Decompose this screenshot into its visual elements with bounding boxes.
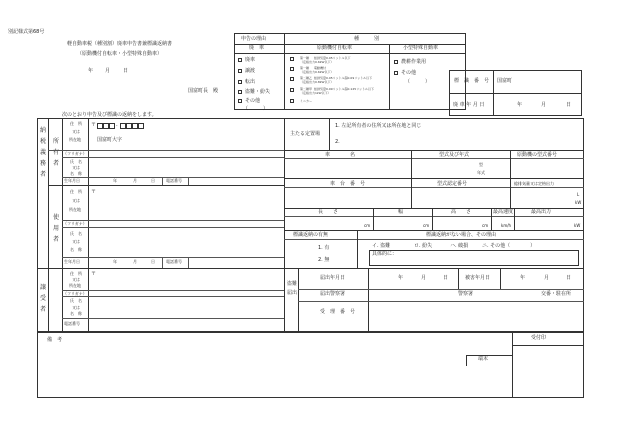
transferee-name-label: 名 称 [70, 311, 82, 316]
vehicle-displacement-label: 総排気量又は定格出力 [514, 181, 554, 186]
owner-birth-label: 生年月日 [64, 178, 80, 183]
reason-label: 譲渡 [245, 68, 256, 74]
vehicle-year-unit: 年式 [477, 170, 485, 175]
main-yard-opt2[interactable]: 2. [335, 139, 340, 145]
unit-kw: kW [574, 223, 581, 228]
theft-police-value: 警察署 [458, 291, 474, 297]
vehicle-model-unit: 型 [479, 162, 483, 167]
theft-report-day: 日 [443, 275, 449, 281]
theft-police-label: 届出警察署 [320, 291, 346, 297]
transferee-name-label: 氏 名 [70, 298, 82, 303]
reason-checkbox-joto[interactable] [238, 69, 242, 73]
kind-header: 種 別 [354, 36, 380, 42]
remarks-label: 備 考 [47, 337, 63, 343]
gentsuki-item-note: （定格出力1kW以下） [300, 91, 331, 95]
form-title-line1: 軽自動車税（種別割）廃車申告書兼標識返納書 [67, 41, 173, 47]
user-phone-label: 電話番号 [166, 259, 182, 264]
user-name-label: 又は [72, 239, 80, 244]
date-day: 日 [123, 68, 129, 74]
date-year: 年 [88, 68, 94, 74]
remarks-block[interactable] [37, 332, 584, 398]
reason-checkbox-tenshutsu[interactable] [238, 80, 242, 84]
vehicle-length-label: 長 さ [318, 209, 339, 215]
user-addr-label: 所在地 [69, 207, 81, 212]
plate-reason-detail-box[interactable] [369, 250, 579, 266]
plate-return-yes[interactable]: 1. 有 [318, 245, 330, 251]
theft-damage-date-label: 被害年月日 [465, 275, 491, 281]
main-yard-opt1[interactable]: 1. 左記所有者の住所又は所在地と同じ [335, 123, 422, 129]
theft-damage-day: 日 [566, 275, 572, 281]
gentsuki-checkbox[interactable] [290, 88, 294, 92]
owner-furigana-label: （フリガナ） [63, 151, 87, 156]
user-addr-label: 住 所 [70, 189, 82, 194]
owner-addr-label: 住 所 [70, 121, 82, 126]
small-special-label: その他 [401, 70, 417, 76]
gentsuki-checkbox[interactable] [290, 57, 294, 61]
plate-number-label: 標 識 番 号 [454, 78, 490, 84]
gentsuki-item-name: 第一種 [300, 56, 310, 60]
gentsuki-item-name: 第一種 [300, 66, 310, 70]
vehicle-width-label: 幅 [398, 209, 404, 215]
reason-haisha: 廃 車 [249, 45, 265, 51]
gentsuki-checkbox[interactable] [290, 77, 294, 81]
owner-name-label: 又は [72, 165, 80, 170]
gentsuki-checkbox[interactable] [290, 99, 294, 103]
gentsuki-item-size: 総排気量0.05リットル超0.09リットル以下 [314, 76, 373, 80]
reason-label: 転出 [245, 79, 256, 85]
gentsuki-checkbox[interactable] [290, 67, 294, 71]
reason-header: 申告の理由 [241, 36, 267, 42]
zip-box[interactable] [138, 123, 144, 129]
owner-addr-label: 又は [72, 129, 80, 134]
intro-text: 次のとおり申告及び標識の返納をします。 [62, 112, 157, 118]
owner-name-label: 氏 名 [70, 159, 82, 164]
plate-date-month: 月 [541, 102, 547, 108]
plate-return-label: 標識返納の有無 [293, 232, 329, 238]
owner-addr-value[interactable]: 国富町大字 [97, 137, 123, 143]
user-name-label: 名 称 [70, 247, 82, 252]
plate-reason-hason[interactable]: ハ. 破損 [450, 243, 469, 249]
vehicle-maxoutput-label: 最高出力 [531, 209, 552, 215]
vehicle-height-label: 高 さ [451, 209, 472, 215]
zip-box[interactable] [109, 123, 115, 129]
user-addr-label: 又は [72, 198, 80, 203]
user-birth-year: 年 [113, 259, 117, 264]
vehicle-maxload-label: 最高速度 [493, 209, 514, 215]
vehicle-name-label: 車 名 [325, 152, 356, 158]
plate-reason-detail-label: 具体的に： [372, 251, 398, 257]
kind-gentsuki: 原動機付自転車 [317, 45, 353, 51]
plate-return-no[interactable]: 2. 無 [318, 257, 330, 263]
plate-return-reason-label: 標識返納がない場合、その理由 [426, 232, 497, 238]
theft-damage-month: 月 [544, 275, 550, 281]
reason-checkbox-other[interactable] [238, 99, 242, 103]
main-yard-label: 主たる定置場 [290, 131, 321, 137]
reason-checkbox-tonan[interactable] [238, 90, 242, 94]
owner-zip-mark: 〒 [91, 122, 97, 128]
user-birth-month: 月 [133, 259, 137, 264]
user-furigana-label: （フリガナ） [63, 221, 87, 226]
vehicle-engine-label: 原動機の型式番号 [517, 152, 558, 158]
vehicle-unit-kw: kW [575, 200, 582, 205]
reason-label: その他 [245, 98, 261, 104]
gentsuki-item-note: （定格出力0.8kW以下） [300, 80, 334, 84]
date-month: 月 [105, 68, 111, 74]
addressee: 国富町長 殿 [188, 88, 219, 94]
plate-date-label: 廃 車 年 月 日 [453, 102, 485, 108]
reason-label: 盗難・紛失 [245, 89, 271, 95]
kind-small-special: 小型特殊自動車 [403, 45, 439, 51]
gentsuki-item-size: 総排気量0.09リットル超0.125リットル以下 [314, 87, 375, 91]
user-birth-day: 日 [151, 259, 155, 264]
vehicle-unit-l: L [577, 192, 580, 197]
plate-date-day: 日 [566, 102, 572, 108]
vehicle-chassis-label: 車 台 番 号 [330, 181, 366, 187]
small-special-checkbox[interactable] [394, 71, 398, 75]
unit-cm: cm [423, 223, 430, 228]
transferee-phone-label: 電話番号 [64, 321, 80, 326]
user-zip-mark: 〒 [91, 189, 97, 195]
theft-koban-value: 交番・駐在所 [541, 291, 572, 297]
gentsuki-item-size: 電動機付 [314, 66, 327, 70]
unit-cm: cm [482, 223, 489, 228]
owner-name-label: 名 称 [70, 171, 82, 176]
plate-number-value[interactable]: 国富町 [497, 78, 513, 84]
plate-reason-other[interactable]: ニ. その他（ ） [482, 243, 536, 249]
gentsuki-item-name: ミニカー [300, 99, 313, 103]
plate-date-year: 年 [517, 102, 523, 108]
small-special-checkbox[interactable] [394, 60, 398, 64]
plate-reason-tonan[interactable]: イ. 盗難 [372, 243, 391, 249]
gentsuki-item-name: 第二種甲 [300, 87, 313, 91]
small-special-paren: （ ） [405, 79, 431, 85]
theft-report-date-label: 届出年月日 [320, 275, 346, 281]
plate-reason-funshitsu[interactable]: ロ. 紛失 [414, 243, 433, 249]
reason-paren: （ ） [243, 106, 269, 112]
user-name-label: 氏 名 [70, 231, 82, 236]
transferee-name-label: 又は [72, 305, 80, 310]
transferee-addr-label: 又は [72, 277, 80, 282]
owner-vertical-label: 所有者 [52, 138, 59, 167]
theft-receipt-label: 受 理 番 号 [320, 309, 356, 315]
owner-birth-year: 年 [113, 178, 117, 183]
owner-addr-label: 所在地 [69, 137, 81, 142]
unit-kmh: km/h [501, 223, 512, 228]
owner-phone-label: 電話番号 [166, 178, 182, 183]
user-vertical-label: 使用者 [52, 214, 59, 243]
small-special-label: 農耕作業用 [401, 59, 427, 65]
gentsuki-item-note: （定格出力0.6kW以下） [300, 70, 334, 74]
transferee-zip-mark: 〒 [91, 271, 97, 277]
user-birth-label: 生年月日 [64, 259, 80, 264]
transferee-furigana-label: （フリガナ） [63, 291, 87, 296]
terminal-label: 端末 [478, 356, 489, 362]
theft-report-year: 年 [398, 275, 404, 281]
transferee-addr-label: 住 所 [70, 271, 82, 276]
transferee-addr-label: 所在地 [69, 283, 81, 288]
gentsuki-item-note: （定格出力0.6kW以下） [300, 60, 334, 64]
receipt-stamp-label: 受付印 [531, 335, 547, 341]
gentsuki-item-size: 総排気量0.05リットル以下 [314, 56, 351, 60]
owner-birth-day: 日 [151, 178, 155, 183]
transferee-vertical-label: 譲受者 [39, 284, 46, 313]
obligor-vertical-label: 納税義務者 [39, 127, 46, 178]
theft-report-month: 月 [421, 275, 427, 281]
unit-cm: cm [364, 223, 371, 228]
owner-birth-month: 月 [133, 178, 137, 183]
theft-vertical-label: 盗難届出 [287, 281, 298, 296]
vehicle-cert-label: 型式認定番号 [437, 181, 468, 187]
form-id: 別記様式第68号 [8, 29, 45, 35]
vehicle-model-label: 型式及び年式 [439, 152, 470, 158]
form-title-line2: （原動機付自転車・小型特殊自動車） [77, 51, 163, 57]
reason-label: 廃車 [245, 57, 256, 63]
reason-checkbox-haisha[interactable] [238, 58, 242, 62]
gentsuki-item-name: 第二種乙 [300, 76, 313, 80]
theft-damage-year: 年 [520, 275, 526, 281]
